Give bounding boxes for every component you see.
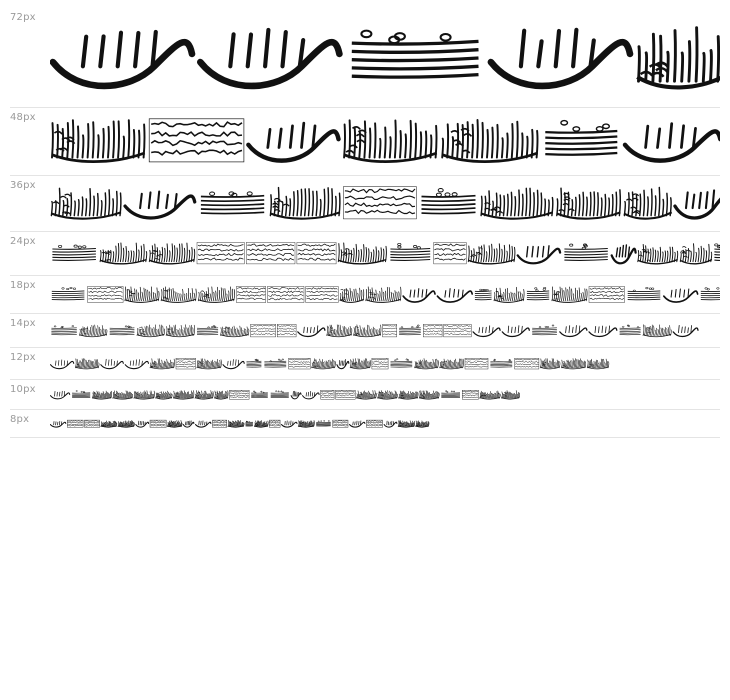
calligraphy-glyph xyxy=(532,325,557,335)
calligraphy-glyph xyxy=(271,391,289,398)
calligraphy-sample-svg xyxy=(50,410,430,438)
calligraphy-glyph xyxy=(398,421,415,428)
calligraphy-glyph-strip xyxy=(50,410,430,437)
calligraphy-glyph xyxy=(337,359,349,368)
calligraphy-glyph xyxy=(384,421,397,427)
calligraphy-glyph xyxy=(52,245,96,260)
calligraphy-glyph xyxy=(378,391,398,400)
calligraphy-glyph xyxy=(344,120,437,161)
calligraphy-glyph xyxy=(475,289,492,300)
calligraphy-glyph xyxy=(589,286,625,302)
specimen-row-72 xyxy=(10,8,720,108)
calligraphy-glyph xyxy=(161,287,196,302)
calligraphy-glyph xyxy=(350,421,365,427)
calligraphy-glyph xyxy=(354,325,382,337)
calligraphy-glyph xyxy=(480,391,501,399)
calligraphy-glyph xyxy=(637,28,720,88)
calligraphy-glyph xyxy=(228,420,244,427)
calligraphy-glyph xyxy=(680,244,712,264)
size-label: 12px xyxy=(10,352,36,363)
calligraphy-glyph xyxy=(468,244,515,264)
calligraphy-sample-svg xyxy=(50,314,700,348)
calligraphy-glyph xyxy=(441,391,460,398)
calligraphy-glyph xyxy=(423,324,442,337)
calligraphy-glyph xyxy=(527,287,549,300)
calligraphy-glyph xyxy=(125,192,195,218)
calligraphy-glyph xyxy=(643,325,671,337)
calligraphy-glyph xyxy=(113,391,133,399)
calligraphy-glyph xyxy=(134,391,155,399)
calligraphy-glyph xyxy=(327,325,352,337)
calligraphy-glyph xyxy=(366,287,401,303)
calligraphy-glyph xyxy=(50,391,69,399)
calligraphy-glyph xyxy=(137,325,165,337)
calligraphy-glyph xyxy=(564,244,607,260)
calligraphy-glyph xyxy=(701,288,720,300)
calligraphy-glyph-strip xyxy=(50,232,720,275)
calligraphy-glyph xyxy=(298,326,325,337)
calligraphy-glyph xyxy=(587,359,609,369)
specimen-row-12 xyxy=(10,348,720,380)
calligraphy-glyph xyxy=(212,420,226,427)
calligraphy-glyph xyxy=(491,30,630,86)
calligraphy-glyph xyxy=(628,287,661,300)
specimen-row-48 xyxy=(10,108,720,176)
calligraphy-glyph xyxy=(197,359,222,369)
calligraphy-glyph xyxy=(356,391,376,400)
calligraphy-glyph xyxy=(247,359,262,367)
calligraphy-sample-svg xyxy=(50,380,520,410)
specimen-row-18 xyxy=(10,276,720,314)
size-label: 72px xyxy=(10,12,36,23)
calligraphy-glyph xyxy=(197,326,218,335)
calligraphy-glyph xyxy=(149,243,194,264)
calligraphy-glyph xyxy=(251,391,268,398)
calligraphy-glyph xyxy=(306,286,339,302)
calligraphy-glyph xyxy=(343,187,416,219)
calligraphy-glyph-strip xyxy=(50,176,720,231)
calligraphy-glyph xyxy=(270,188,340,219)
calligraphy-glyph xyxy=(251,324,276,337)
calligraphy-glyph xyxy=(125,287,159,303)
calligraphy-glyph xyxy=(473,326,500,337)
specimen-row-8 xyxy=(10,410,720,438)
calligraphy-glyph xyxy=(149,119,244,162)
calligraphy-glyph xyxy=(53,32,192,86)
calligraphy-glyph xyxy=(125,360,148,369)
calligraphy-glyph-strip xyxy=(50,380,520,409)
calligraphy-glyph xyxy=(625,124,720,161)
calligraphy-glyph xyxy=(312,359,336,369)
calligraphy-glyph xyxy=(589,326,617,337)
calligraphy-glyph-strip xyxy=(50,276,720,313)
calligraphy-sample-svg xyxy=(50,176,720,232)
calligraphy-glyph xyxy=(540,359,560,369)
calligraphy-glyph xyxy=(173,391,194,400)
calligraphy-glyph xyxy=(444,324,472,337)
calligraphy-glyph xyxy=(501,391,519,400)
calligraphy-glyph xyxy=(92,391,111,399)
calligraphy-sample-svg xyxy=(50,8,720,108)
calligraphy-glyph xyxy=(390,243,430,260)
calligraphy-glyph xyxy=(372,358,388,369)
calligraphy-glyph xyxy=(494,287,524,302)
calligraphy-glyph xyxy=(518,246,560,263)
calligraphy-glyph xyxy=(291,391,301,399)
size-label: 18px xyxy=(10,280,36,291)
calligraphy-glyph xyxy=(84,420,99,427)
calligraphy-glyph xyxy=(366,420,382,427)
calligraphy-glyph xyxy=(50,421,66,427)
calligraphy-glyph xyxy=(268,286,305,302)
calligraphy-glyph xyxy=(75,359,99,369)
calligraphy-glyph xyxy=(419,391,439,399)
calligraphy-glyph xyxy=(333,420,348,427)
calligraphy-glyph xyxy=(303,391,320,399)
calligraphy-sample-svg xyxy=(50,108,720,176)
calligraphy-glyph xyxy=(156,391,173,399)
size-label: 24px xyxy=(10,236,36,247)
calligraphy-glyph xyxy=(166,325,194,337)
specimen-row-10 xyxy=(10,380,720,410)
calligraphy-glyph xyxy=(561,359,586,369)
calligraphy-glyph-strip xyxy=(50,314,700,347)
calligraphy-glyph xyxy=(269,420,280,427)
calligraphy-glyph xyxy=(352,31,479,78)
size-label: 14px xyxy=(10,318,36,329)
calligraphy-glyph xyxy=(338,243,386,264)
calligraphy-glyph xyxy=(223,360,244,369)
calligraphy-glyph xyxy=(336,390,356,399)
calligraphy-glyph xyxy=(150,359,175,369)
calligraphy-glyph xyxy=(79,325,107,337)
calligraphy-glyph xyxy=(289,358,311,369)
specimen-row-24 xyxy=(10,232,720,276)
calligraphy-glyph xyxy=(196,421,211,427)
calligraphy-glyph xyxy=(297,242,336,264)
calligraphy-glyph xyxy=(72,391,90,398)
calligraphy-glyph xyxy=(198,287,234,302)
calligraphy-glyph xyxy=(67,420,83,427)
specimen-row-14 xyxy=(10,314,720,348)
calligraphy-glyph xyxy=(383,324,397,337)
calligraphy-glyph xyxy=(101,359,124,368)
calligraphy-glyph xyxy=(220,326,249,337)
calligraphy-glyph xyxy=(340,288,364,302)
calligraphy-glyph xyxy=(248,123,338,161)
calligraphy-glyph xyxy=(350,359,370,369)
calligraphy-glyph xyxy=(214,391,228,399)
calligraphy-glyph xyxy=(437,289,472,302)
size-label: 8px xyxy=(10,414,30,425)
calligraphy-glyph xyxy=(195,391,213,400)
calligraphy-glyph-strip xyxy=(50,8,720,107)
calligraphy-glyph xyxy=(246,421,253,426)
calligraphy-glyph xyxy=(552,287,587,303)
calligraphy-glyph xyxy=(515,358,539,369)
calligraphy-glyph xyxy=(399,325,421,335)
calligraphy-glyph xyxy=(51,188,121,218)
calligraphy-glyph xyxy=(612,245,636,263)
calligraphy-glyph xyxy=(277,324,296,337)
calligraphy-glyph xyxy=(316,421,331,427)
calligraphy-glyph xyxy=(675,190,720,218)
calligraphy-glyph xyxy=(403,289,435,302)
calligraphy-glyph xyxy=(624,188,672,219)
calligraphy-glyph xyxy=(673,325,698,336)
calligraphy-glyph xyxy=(440,359,464,369)
calligraphy-glyph xyxy=(88,286,124,302)
calligraphy-glyph xyxy=(200,30,339,86)
calligraphy-glyph xyxy=(462,390,478,399)
calligraphy-glyph xyxy=(176,358,196,369)
calligraphy-glyph xyxy=(545,121,617,155)
calligraphy-sample-svg xyxy=(50,276,720,314)
calligraphy-glyph xyxy=(183,421,194,427)
calligraphy-glyph xyxy=(118,421,135,428)
calligraphy-glyph xyxy=(201,192,264,214)
calligraphy-glyph xyxy=(51,360,74,369)
calligraphy-glyph xyxy=(502,326,529,337)
size-label: 36px xyxy=(10,180,36,191)
calligraphy-glyph xyxy=(167,420,182,427)
calligraphy-glyph xyxy=(246,242,295,264)
calligraphy-glyph xyxy=(557,188,621,218)
calligraphy-glyph xyxy=(422,189,476,214)
calligraphy-glyph xyxy=(490,359,512,367)
calligraphy-glyph xyxy=(321,390,335,399)
calligraphy-glyph-strip xyxy=(50,108,720,175)
calligraphy-glyph xyxy=(298,420,314,427)
calligraphy-glyph xyxy=(465,358,488,369)
calligraphy-glyph xyxy=(52,287,85,300)
calligraphy-glyph-strip xyxy=(50,348,610,379)
calligraphy-glyph xyxy=(442,120,537,162)
calligraphy-glyph xyxy=(197,242,244,264)
calligraphy-glyph xyxy=(100,243,147,264)
calligraphy-glyph xyxy=(434,242,467,264)
calligraphy-glyph xyxy=(638,245,678,264)
calligraphy-glyph xyxy=(714,244,720,261)
calligraphy-glyph xyxy=(620,325,641,335)
calligraphy-glyph xyxy=(399,391,419,399)
size-label: 48px xyxy=(10,112,36,123)
calligraphy-glyph xyxy=(229,390,249,399)
calligraphy-glyph xyxy=(51,326,76,335)
calligraphy-glyph xyxy=(136,421,149,427)
calligraphy-glyph xyxy=(236,286,265,302)
calligraphy-glyph xyxy=(282,421,298,427)
specimen-row-36 xyxy=(10,176,720,232)
calligraphy-glyph xyxy=(391,359,413,368)
calligraphy-glyph xyxy=(560,326,587,337)
calligraphy-glyph xyxy=(101,421,117,427)
calligraphy-glyph xyxy=(254,420,268,427)
calligraphy-glyph xyxy=(481,188,553,218)
calligraphy-glyph xyxy=(110,326,135,335)
calligraphy-sample-svg xyxy=(50,232,720,276)
calligraphy-glyph xyxy=(664,289,698,302)
calligraphy-sample-svg xyxy=(50,348,610,380)
calligraphy-glyph xyxy=(415,359,439,369)
calligraphy-glyph xyxy=(52,120,145,161)
calligraphy-glyph xyxy=(150,420,166,427)
size-label: 10px xyxy=(10,384,36,395)
calligraphy-glyph xyxy=(416,421,429,427)
calligraphy-glyph xyxy=(264,359,286,367)
